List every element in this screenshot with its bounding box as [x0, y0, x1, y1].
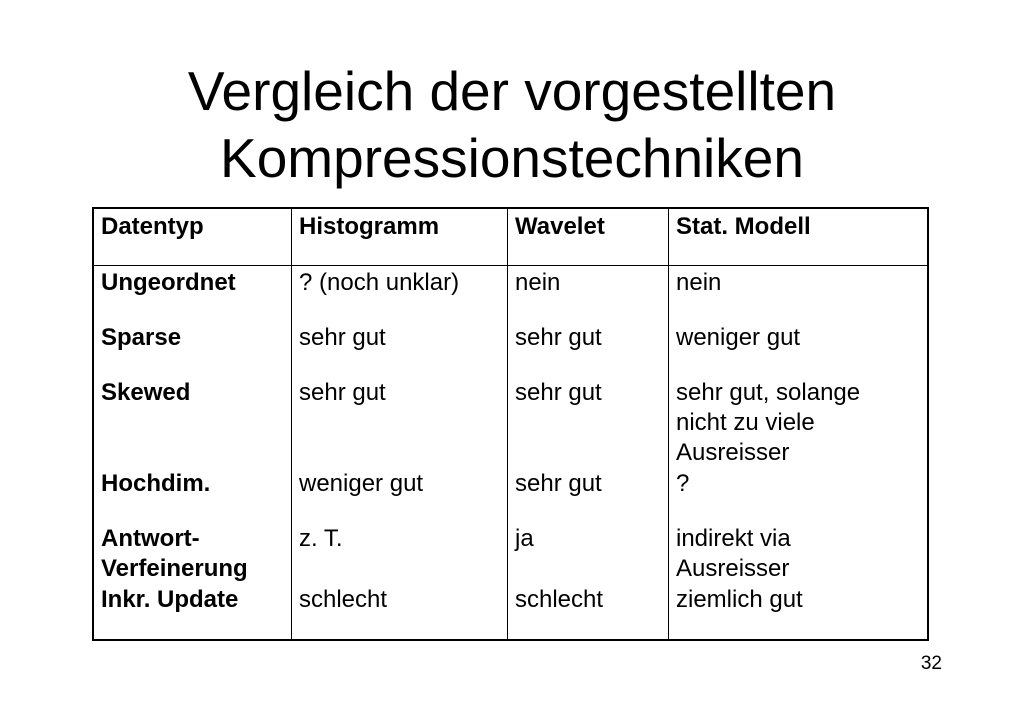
cell-sparse-histogramm: sehr gut	[299, 324, 386, 351]
cell-sparse-modell: weniger gut	[676, 324, 801, 351]
cell-inkr-wavelet: schlecht	[515, 586, 604, 613]
comparison-table	[92, 207, 929, 641]
row-label-sparse: Sparse	[101, 324, 182, 351]
cell-inkr-histogramm: schlecht	[299, 586, 388, 613]
row-label-ungeordnet: Ungeordnet	[101, 269, 236, 296]
column-divider	[668, 209, 669, 639]
header-datentyp: Datentyp	[101, 213, 204, 240]
cell-skewed-modell-line-2: nicht zu viele	[676, 409, 815, 436]
cell-skewed-histogramm: sehr gut	[299, 379, 386, 406]
cell-skewed-modell-line-1: sehr gut, solange	[676, 379, 861, 406]
slide-title-line-1: Vergleich der vorgestellten	[187, 60, 837, 122]
slide-title-line-2: Kompressionstechniken	[220, 127, 804, 189]
cell-antwort-wavelet: ja	[515, 525, 534, 552]
slide-title	[0, 58, 1024, 192]
cell-skewed-modell-line-3: Ausreisser	[676, 439, 790, 466]
header-histogramm: Histogramm	[299, 213, 440, 240]
header-wavelet: Wavelet	[515, 213, 605, 240]
header-divider	[94, 265, 927, 266]
cell-ungeordnet-wavelet: nein	[515, 269, 561, 296]
column-divider	[507, 209, 508, 639]
row-label-skewed: Skewed	[101, 379, 191, 406]
cell-antwort-modell-line-1: indirekt via	[676, 525, 791, 552]
cell-hochdim-histogramm: weniger gut	[299, 470, 424, 497]
cell-inkr-modell: ziemlich gut	[676, 586, 803, 613]
header-stat-modell: Stat. Modell	[676, 213, 811, 240]
cell-antwort-modell-line-2: Ausreisser	[676, 555, 790, 582]
cell-antwort-histogramm: z. T.	[299, 525, 343, 552]
cell-ungeordnet-histogramm: ? (noch unklar)	[299, 269, 460, 296]
cell-hochdim-modell: ?	[676, 470, 690, 497]
cell-sparse-wavelet: sehr gut	[515, 324, 602, 351]
cell-ungeordnet-modell: nein	[676, 269, 722, 296]
cell-skewed-wavelet: sehr gut	[515, 379, 602, 406]
row-label-antwort-line-1: Antwort-	[101, 525, 200, 552]
row-label-hochdim: Hochdim.	[101, 470, 211, 497]
row-label-inkr-update: Inkr. Update	[101, 586, 239, 613]
column-divider	[291, 209, 292, 639]
row-label-antwort-line-2: Verfeinerung	[101, 555, 248, 582]
cell-hochdim-wavelet: sehr gut	[515, 470, 602, 497]
page-number: 32	[920, 653, 942, 674]
